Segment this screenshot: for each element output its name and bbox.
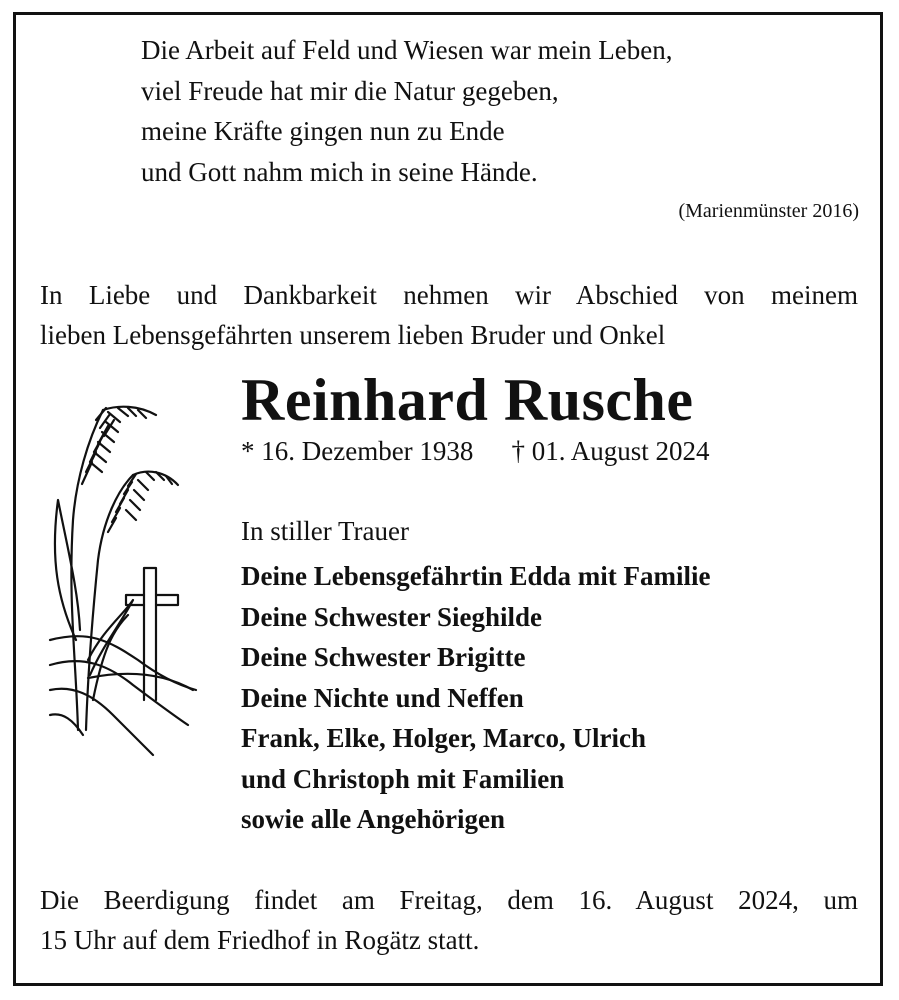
mourner-line: Deine Lebensgefährtin Edda mit Familie (241, 561, 711, 591)
wheat-and-cross-icon (48, 400, 198, 800)
poem-line: meine Kräfte gingen nun zu Ende (141, 116, 505, 146)
mourner-line: und Christoph mit Familien (241, 763, 565, 794)
funeral-line: Die Beerdigung findet am Freitag, dem 16. August 2024, um (40, 885, 858, 915)
deceased-name: Reinhard Rusche (241, 367, 694, 433)
intro-text (40, 275, 858, 355)
life-dates (241, 436, 709, 467)
funeral-notice (40, 880, 858, 960)
intro-line: In Liebe und Dankbarkeit nehmen wir Abschied von meinem (40, 280, 858, 310)
mourner-line: Deine Schwester Brigitte (241, 642, 526, 672)
poem (141, 30, 673, 192)
poem-line: und Gott nahm mich in seine Hände. (141, 156, 538, 187)
poem-line: Die Arbeit auf Feld und Wiesen war mein Leben, (141, 35, 673, 65)
mourner-line: Frank, Elke, Holger, Marco, Ulrich (241, 723, 646, 753)
poem-source: (Marienmünster 2016) (678, 200, 859, 222)
funeral-line: 15 Uhr auf dem Friedhof in Rogätz statt. (40, 925, 480, 955)
poem-line: viel Freude hat mir die Natur gegeben, (141, 75, 559, 106)
birth-date: * 16. Dezember 1938 (241, 436, 474, 466)
mourners-list (241, 556, 710, 840)
intro-line: lieben Lebensgefährten unserem lieben Bruder und Onkel (40, 320, 666, 350)
mourner-line: Deine Schwester Sieghilde (241, 601, 542, 632)
mourning-label: In stiller Trauer (241, 516, 409, 546)
death-date: † 01. August 2024 (511, 436, 710, 466)
mourner-line: sowie alle Angehörigen (241, 804, 505, 834)
mourner-line: Deine Nichte und Neffen (241, 682, 524, 713)
